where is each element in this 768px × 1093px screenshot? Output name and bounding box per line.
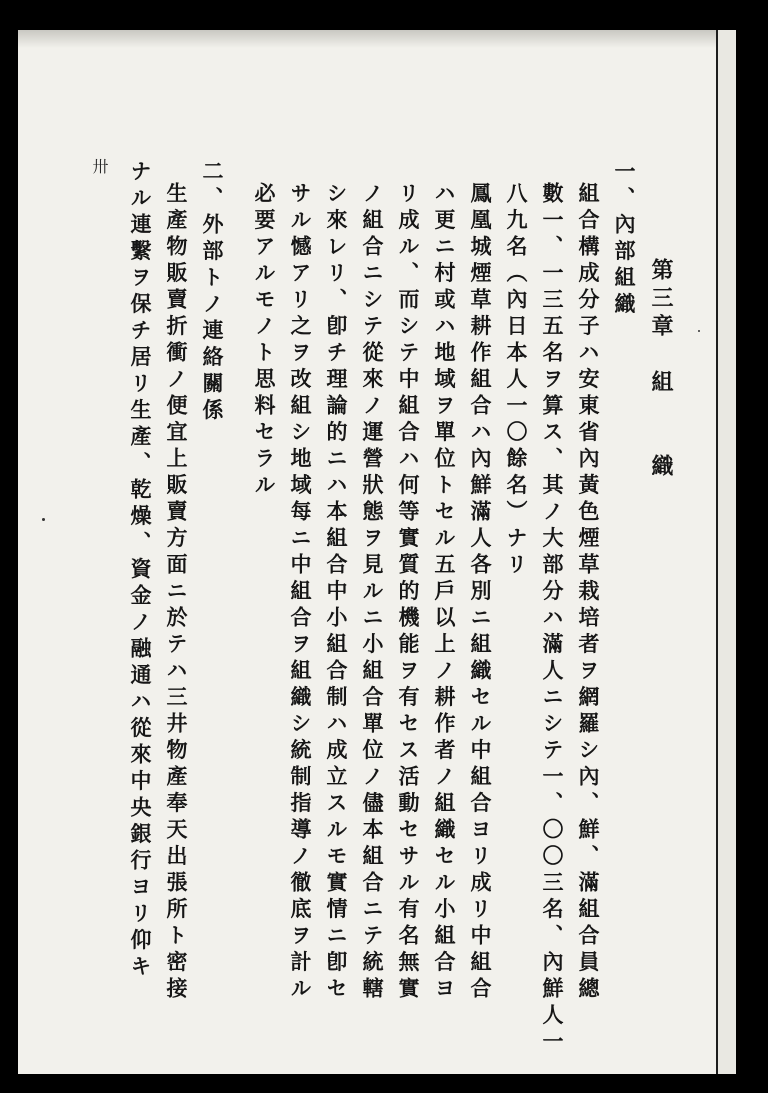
document-page [18, 30, 736, 1074]
chapter-title: 第三章 組 織 [648, 258, 674, 482]
text-column: リ成ル、而シテ中組合ハ何等實質的機能ヲ有セス活動セサル有名無實 [396, 182, 421, 1004]
page-edge-shadow [18, 30, 736, 48]
scan-speck [42, 518, 45, 521]
text-column: シ來レリ、卽チ理論的ニハ本組合中小組合制ハ成立スルモ實情ニ卽セ [324, 182, 349, 1004]
section-heading-internal: 一、內部組織 [612, 160, 637, 319]
text-column: 八九名（內日本人一〇餘名）ナリ [504, 182, 529, 580]
section-heading-external: 二、外部トノ連絡關係 [200, 160, 225, 425]
text-column: 數一、一三五名ヲ算ス、其ノ大部分ハ滿人ニシテ一、〇〇三名、內鮮人一 [540, 182, 565, 1057]
text-column: ナル連繫ヲ保チ居リ生產、乾燥、資金ノ融通ハ從來中央銀行ヨリ仰キ [128, 160, 153, 982]
text-column: 生產物販賣折衝ノ便宜上販賣方面ニ於テハ三井物產奉天出張所ト密接 [164, 182, 189, 1004]
page-fold-strip [718, 30, 736, 1074]
text-column: ハ更ニ村或ハ地域ヲ單位トセル五戶以上ノ耕作者ノ組織セル小組合ヨ [432, 182, 457, 1004]
text-column: 必要アルモノト思料セラル [252, 182, 277, 500]
text-column: ノ組合ニシテ從來ノ運營狀態ヲ見ルニ小組合單位ノ儘本組合ニテ統轄 [360, 182, 385, 1004]
text-column: 鳳凰城煙草耕作組合ハ內鮮滿人各別ニ組織セル中組合ヨリ成リ中組合 [468, 182, 493, 1004]
page-number: 卅 [90, 158, 109, 174]
text-column: 組合構成分子ハ安東省內黃色煙草栽培者ヲ網羅シ內、鮮、滿組合員總 [576, 182, 601, 1004]
text-column: サル憾アリ之ヲ改組シ地域每ニ中組合ヲ組織シ統制指導ノ徹底ヲ計ル [288, 182, 313, 1004]
scan-speck [698, 330, 700, 332]
